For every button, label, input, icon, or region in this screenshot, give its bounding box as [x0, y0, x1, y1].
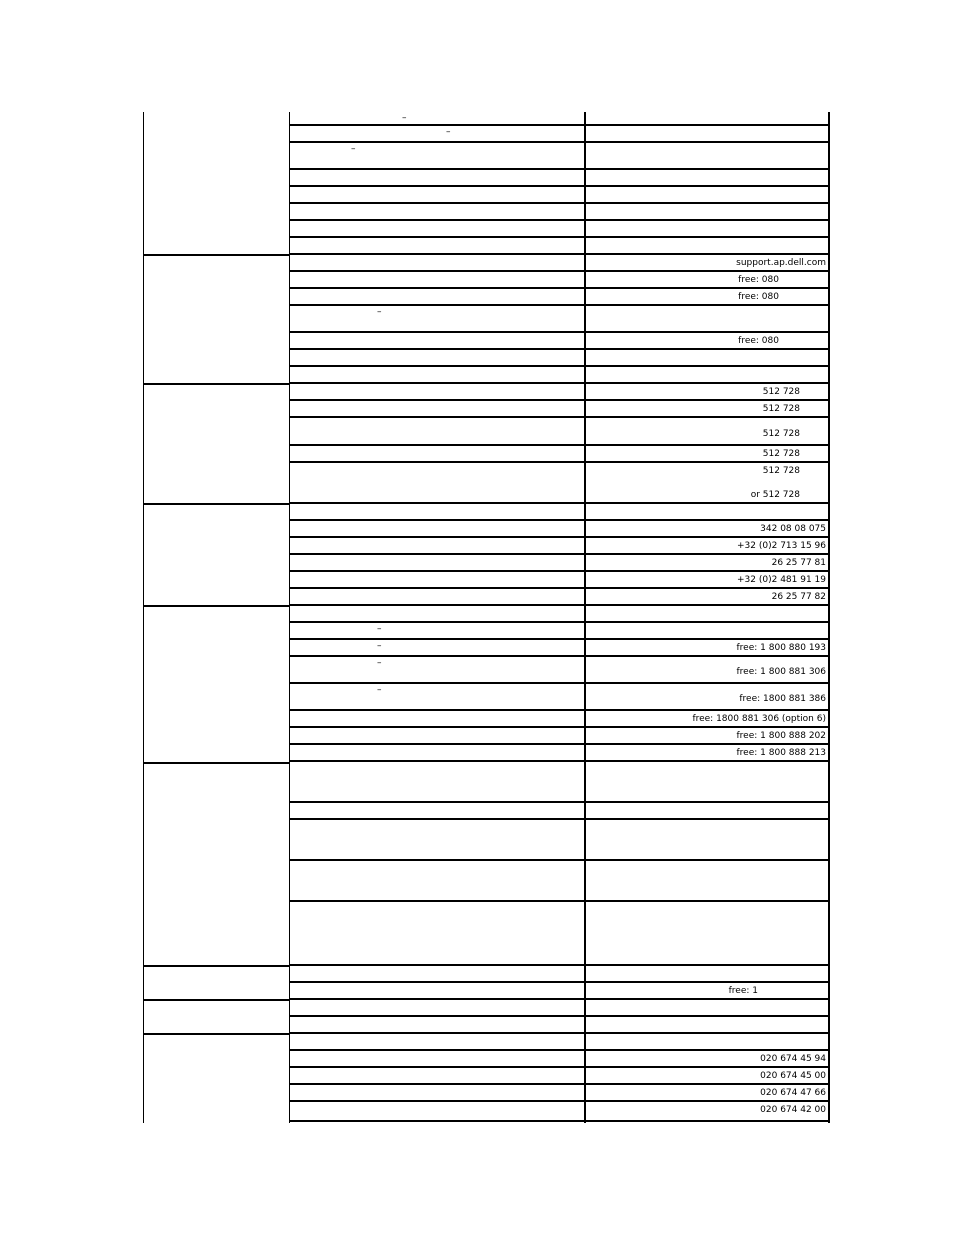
contact-number: free: 1 800 881 306 [736, 667, 826, 677]
table-row [290, 1102, 830, 1122]
table-row [290, 902, 830, 966]
table-row [290, 1000, 830, 1017]
table-row [290, 446, 830, 463]
group-divider [143, 605, 290, 607]
table-row [290, 170, 830, 187]
group-divider [143, 383, 290, 385]
table-row [290, 384, 830, 401]
contact-number: 512 728 [762, 429, 800, 439]
table-row [290, 204, 830, 221]
row-divider [290, 1120, 830, 1122]
dash-mark: – [377, 685, 382, 695]
table-row [290, 1034, 830, 1051]
table-row [290, 418, 830, 446]
table-row [290, 306, 830, 333]
contact-number: 512 728 [762, 404, 800, 414]
table-row [290, 966, 830, 983]
contact-number: free: 080 [738, 336, 779, 346]
table-row [290, 463, 830, 504]
contact-number: 512 728 [762, 449, 800, 459]
group-divider [143, 503, 290, 505]
table-row [290, 221, 830, 238]
table-row [290, 112, 830, 126]
contact-number: +32 (0)2 481 91 19 [737, 575, 826, 585]
dash-mark: – [351, 144, 356, 154]
table-row [290, 504, 830, 521]
table-row [290, 555, 830, 572]
contact-number: 512 728 [762, 466, 800, 476]
contact-number: 020 674 47 66 [760, 1088, 826, 1098]
contact-number: 26 25 77 82 [771, 592, 826, 602]
dash-mark: – [402, 113, 407, 123]
table-row [290, 1017, 830, 1034]
table-row [290, 238, 830, 255]
contact-number: 512 728 [762, 387, 800, 397]
contact-number: free: 1 800 888 213 [736, 748, 826, 758]
contact-number: +32 (0)2 713 15 96 [737, 541, 826, 551]
table-row [290, 1068, 830, 1085]
group-divider [143, 762, 290, 764]
table-row [290, 803, 830, 820]
table-row [290, 606, 830, 623]
table-row [290, 187, 830, 204]
table-row [290, 1051, 830, 1068]
dash-mark: – [377, 624, 382, 634]
contact-number: free: 080 [738, 292, 779, 302]
table-left-border [143, 112, 144, 1123]
group-divider [143, 1033, 290, 1035]
table-row [290, 623, 830, 640]
contact-number: free: 1 800 880 193 [736, 643, 826, 653]
contact-number: 020 674 45 00 [760, 1071, 826, 1081]
table-row [290, 350, 830, 367]
table-row [290, 521, 830, 538]
contact-number: free: 080 [738, 275, 779, 285]
dash-mark: – [377, 658, 382, 668]
table-row [290, 820, 830, 861]
table-row [290, 126, 830, 143]
group-divider [143, 965, 290, 967]
table-row [290, 589, 830, 606]
contact-number: 342 08 08 075 [760, 524, 826, 534]
table-row [290, 1085, 830, 1102]
table-row [290, 143, 830, 170]
contact-number: 020 674 45 94 [760, 1054, 826, 1064]
contact-number: support.ap.dell.com [736, 258, 826, 268]
table-row [290, 367, 830, 384]
group-divider [143, 254, 290, 256]
contact-number: free: 1800 881 306 (option 6) [692, 714, 826, 724]
contact-number: free: 1 [728, 986, 758, 996]
contact-number: free: 1 800 888 202 [736, 731, 826, 741]
table-row [290, 762, 830, 803]
dash-mark: – [446, 127, 451, 137]
dash-mark: – [377, 307, 382, 317]
contact-number: 26 25 77 81 [771, 558, 826, 568]
contact-number-alt: or 512 728 [750, 490, 800, 500]
contact-number: 020 674 42 00 [760, 1105, 826, 1115]
dash-mark: – [377, 641, 382, 651]
table-row [290, 861, 830, 902]
table-row [290, 401, 830, 418]
contact-number: free: 1800 881 386 [739, 694, 826, 704]
group-divider [143, 999, 290, 1001]
